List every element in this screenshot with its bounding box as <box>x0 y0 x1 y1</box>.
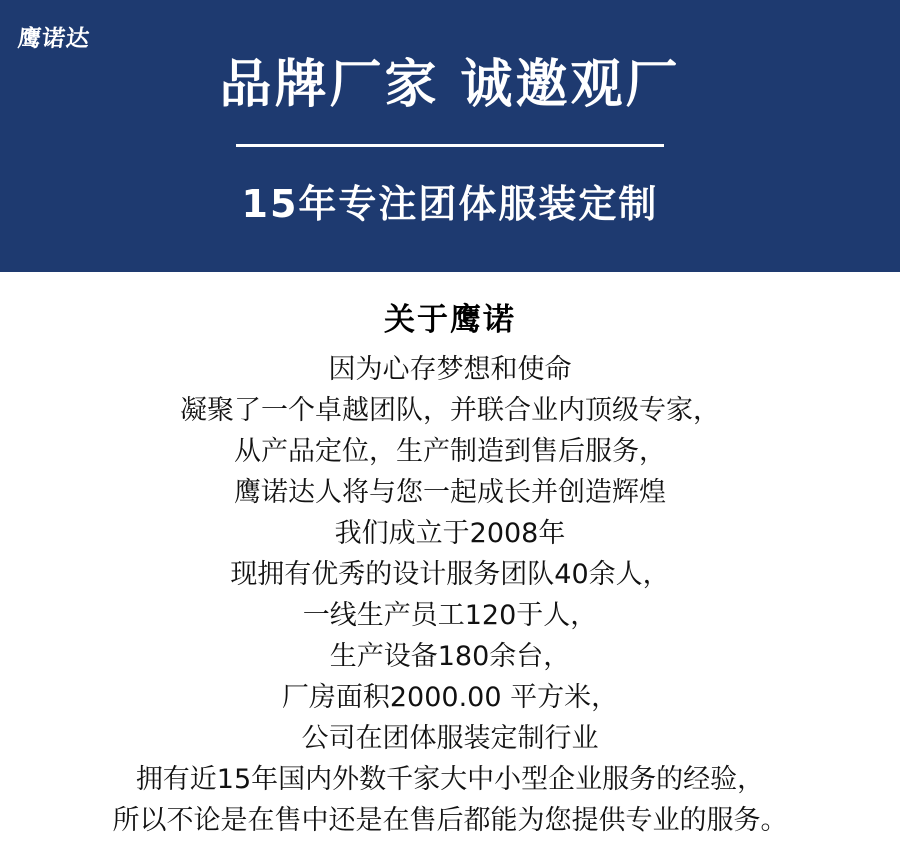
about-line: 鹰诺达人将与您一起成长并创造辉煌 <box>234 477 666 508</box>
about-section <box>0 272 900 853</box>
about-line: 公司在团体服装定制行业 <box>301 723 599 754</box>
about-line: 所以不论是在售中还是在售后都能为您提供专业的服务。 <box>112 805 788 836</box>
banner-subtitle: 15年专注团体服装定制 <box>241 182 659 227</box>
about-line: 凝聚了一个卓越团队，并联合业内顶级专家， <box>180 395 720 426</box>
hero-banner <box>0 0 900 272</box>
about-line: 因为心存梦想和使命 <box>328 354 572 385</box>
about-line: 现拥有优秀的设计服务团队40余人， <box>230 559 670 590</box>
brand-logo: 鹰诺达 <box>16 26 92 52</box>
about-line: 厂房面积2000.00 平方米， <box>281 682 619 713</box>
about-line: 拥有近15年国内外数千家大中小型企业服务的经验， <box>135 764 765 795</box>
about-line: 从产品定位，生产制造到售后服务， <box>234 436 666 467</box>
about-line: 一线生产员工120于人， <box>302 600 598 631</box>
about-line: 我们成立于2008年 <box>334 518 566 549</box>
banner-divider <box>236 144 664 147</box>
banner-title: 品牌厂家 诚邀观厂 <box>219 55 681 115</box>
about-heading: 关于鹰诺 <box>384 302 516 338</box>
about-line: 生产设备180余台， <box>329 641 571 672</box>
about-paragraph <box>0 349 900 841</box>
